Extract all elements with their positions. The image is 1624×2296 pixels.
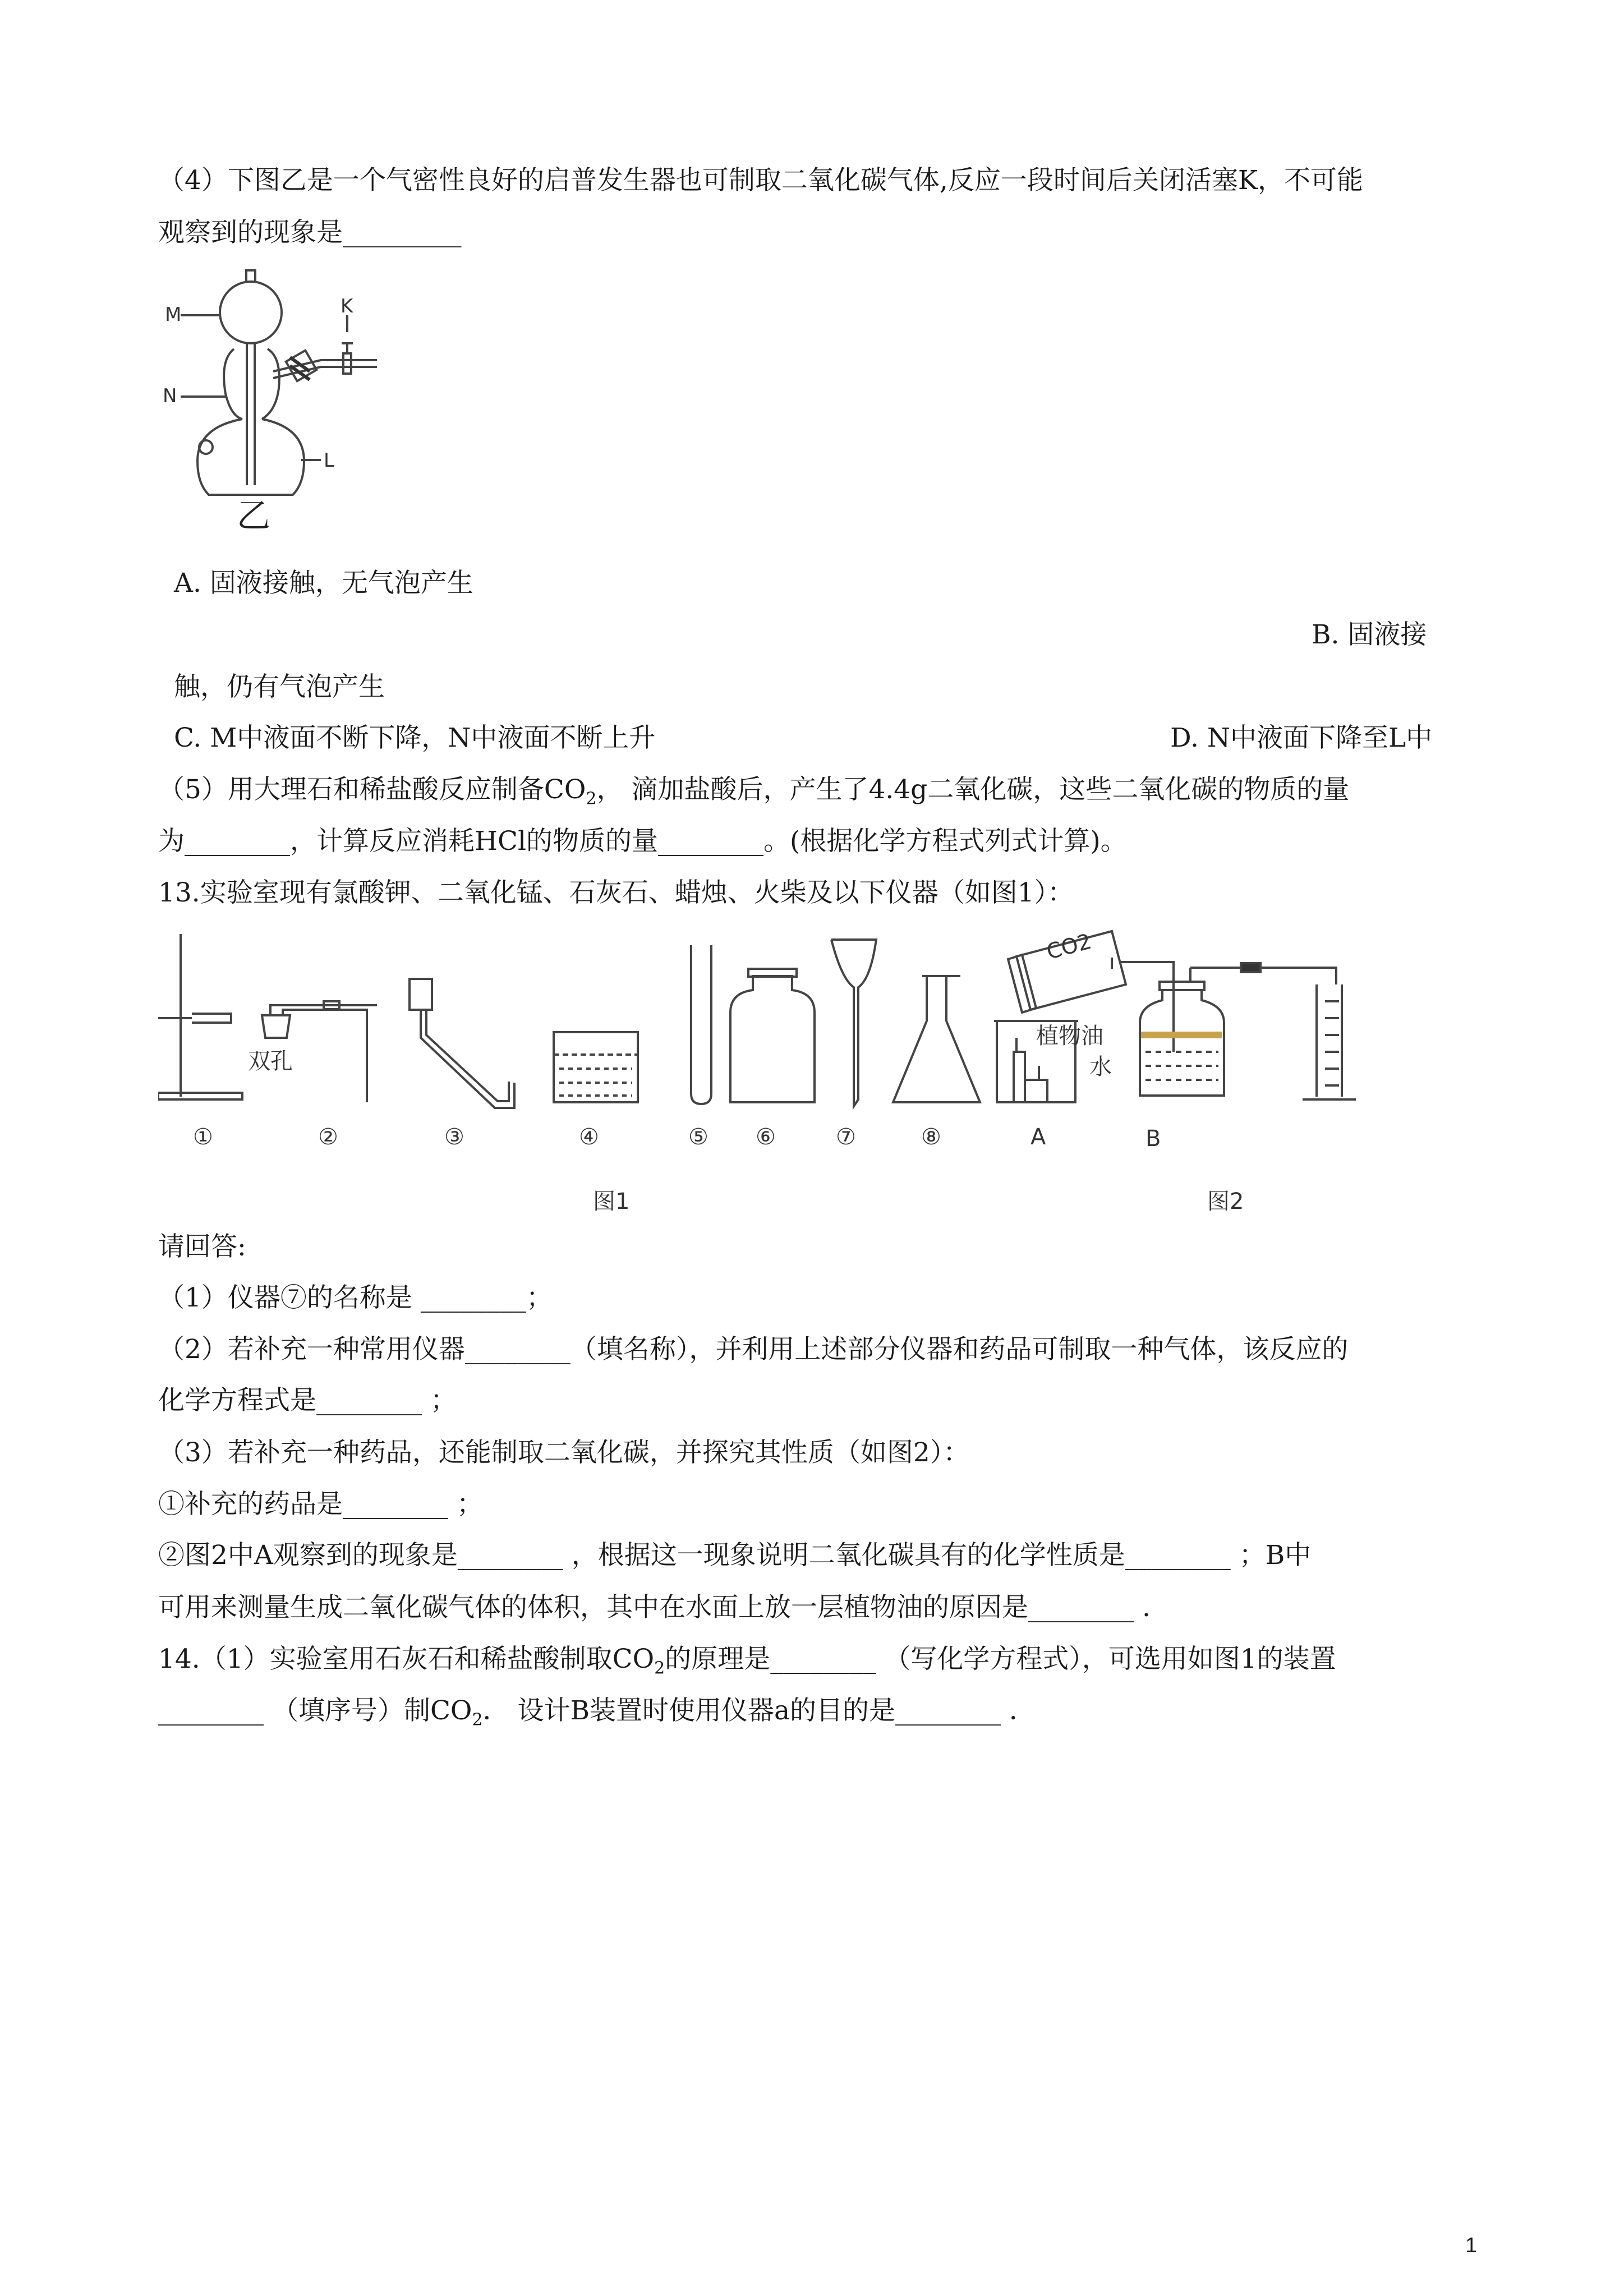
- q13-q1: （1）仪器⑦的名称是 ________；: [158, 1282, 553, 1313]
- q13-q2-line-2: 化学方程式是________ ；: [158, 1385, 457, 1416]
- label-n2: ②: [318, 1124, 338, 1150]
- label-n8: ⑧: [921, 1124, 941, 1150]
- q5-co2-subscript: 2: [586, 789, 597, 809]
- q4-line-2: 观察到的现象是_________: [158, 217, 462, 248]
- q14-line-1-post: 的原理是________ （写化学方程式），可选用如图1的装置: [665, 1644, 1336, 1674]
- label-co2: CO2: [1043, 928, 1094, 964]
- q4-option-b-part2: 触，仍有气泡产生: [174, 671, 385, 702]
- q13-q3: （3）若补充一种药品，还能制取二氧化碳，并探究其性质（如图2）：: [158, 1437, 970, 1468]
- label-oil: 植物油: [1036, 1023, 1103, 1049]
- q14-co2-subscript-1: 2: [654, 1658, 665, 1678]
- q5-line-2: 为________，计算反应消耗HCl的物质的量________。(根据化学方程式列式计算)。: [158, 826, 1127, 857]
- q4-option-b-part1: B. 固液接: [1312, 619, 1427, 650]
- label-M: M: [165, 303, 182, 326]
- q5-line-1-pre: （5）用大理石和稀盐酸反应制备CO: [158, 774, 586, 805]
- label-fig2: 图2: [1207, 1189, 1244, 1214]
- q13-please: 请回答:: [158, 1231, 246, 1262]
- q4-option-d: D. N中液面下降至L中: [1170, 723, 1433, 753]
- q4-option-a: A. 固液接触，无气泡产生: [174, 568, 473, 599]
- label-n5: ⑤: [688, 1124, 709, 1150]
- apparatus-figures: [158, 923, 1443, 1220]
- label-n1: ①: [193, 1124, 213, 1150]
- label-K: K: [341, 295, 353, 318]
- q14-co2-subscript-2: 2: [472, 1710, 483, 1730]
- q13-intro: 13.实验室现有氯酸钾、二氧化锰、石灰石、蜡烛、火柴及以下仪器（如图1）：: [158, 877, 1074, 908]
- q14-line-1: [158, 1642, 1336, 1685]
- label-n3: ③: [444, 1124, 464, 1150]
- label-n7: ⑦: [836, 1124, 856, 1150]
- label-n6: ⑥: [756, 1124, 776, 1150]
- figure-caption-yi: 乙: [237, 496, 270, 534]
- q13-q3-2-line-1: ②图2中A观察到的现象是________ ，根据这一现象说明二氧化碳具有的化学性质是________ ；B中: [158, 1540, 1312, 1571]
- label-fig1: 图1: [593, 1189, 630, 1214]
- page-number: 1: [1465, 2234, 1478, 2257]
- q13-q3-2-line-2: 可用来测量生成二氧化碳气体的体积，其中在水面上放一层植物油的原因是________ .: [158, 1592, 1151, 1623]
- q13-q2-line-1: （2）若补充一种常用仪器________（填名称），并利用上述部分仪器和药品可制取一种气体，该反应的: [158, 1334, 1349, 1365]
- q14-line-2: [158, 1694, 1036, 1737]
- q14-line-1-pre: 14.（1）实验室用石灰石和稀盐酸制取CO: [158, 1644, 655, 1674]
- label-L: L: [324, 449, 334, 472]
- label-n4: ④: [579, 1124, 599, 1150]
- q5-line-1: [158, 773, 1349, 816]
- q14-line-2-pre: ________ （填序号）制CO: [158, 1695, 472, 1726]
- q4-option-c: C. M中液面不断下降，N中液面不断上升: [174, 723, 656, 753]
- q5-line-1-post: ， 滴加盐酸后，产生了4.4g二氧化碳，这些二氧化碳的物质的量: [596, 774, 1350, 805]
- q13-q3-1: ①补充的药品是________ ；: [158, 1489, 483, 1520]
- q14-line-2-post: ． 设计B装置时使用仪器a的目的是________ ．: [482, 1695, 1036, 1726]
- label-double-hole: 双孔: [248, 1048, 293, 1074]
- label-N: N: [163, 385, 177, 407]
- label-A: A: [1030, 1124, 1046, 1150]
- q4-line-1: （4）下图乙是一个气密性良好的启普发生器也可制取二氧化碳气体,反应一段时间后关闭活塞K，不可能: [158, 165, 1363, 196]
- label-B: B: [1145, 1126, 1161, 1152]
- kipp-generator-figure: [153, 259, 388, 534]
- label-water: 水: [1089, 1054, 1112, 1080]
